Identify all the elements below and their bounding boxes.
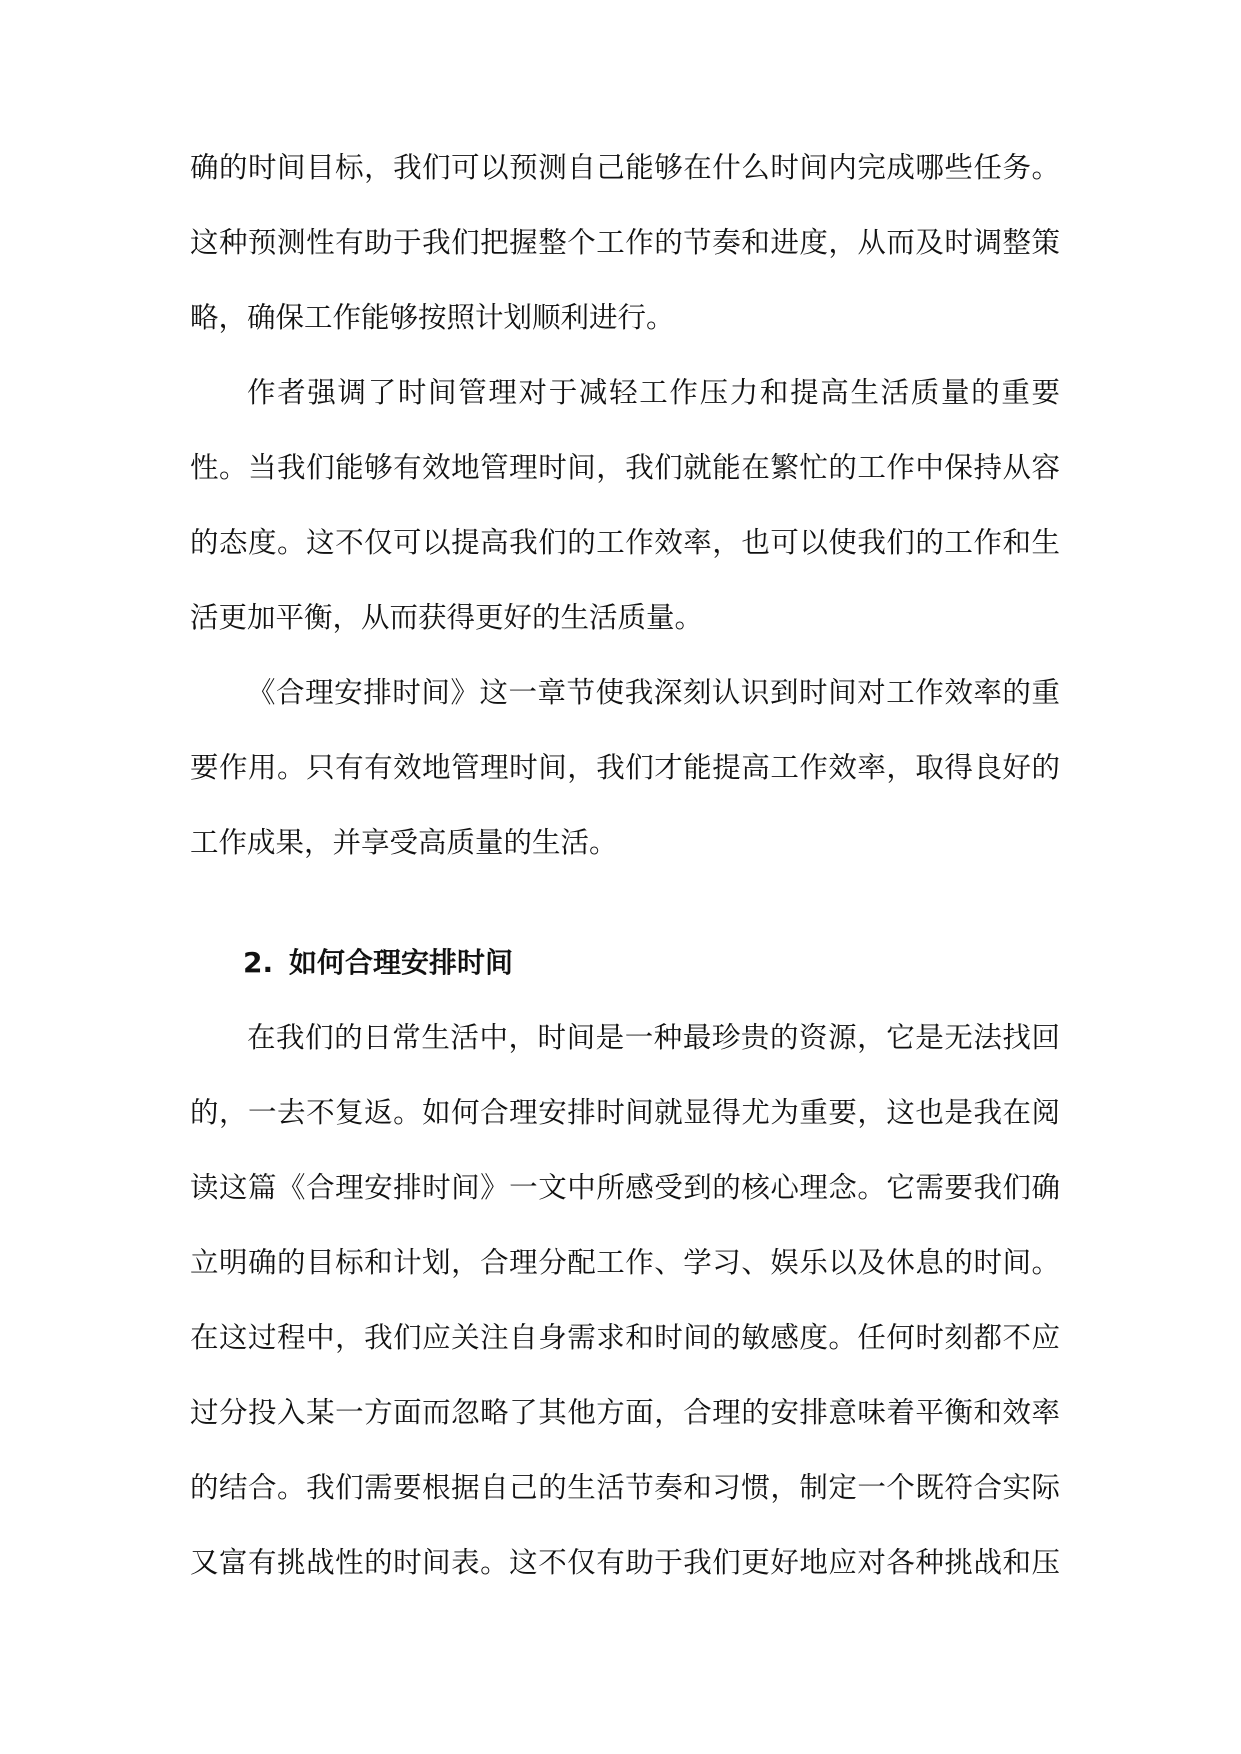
paragraph-line: 性。当我们能够有效地管理时间，我们就能在繁忙的工作中保持从容 <box>190 451 1060 484</box>
paragraph-line: 《合理安排时间》这一章节使我深刻认识到时间对工作效率的重 <box>247 676 1060 709</box>
paragraph-line: 作者强调了时间管理对于减轻工作压力和提高生活质量的重要 <box>247 376 1060 409</box>
paragraph-line: 立明确的目标和计划，合理分配工作、学习、娱乐以及休息的时间。 <box>190 1246 1060 1279</box>
paragraph-line: 要作用。只有有效地管理时间，我们才能提高工作效率，取得良好的 <box>190 751 1060 784</box>
paragraph-line: 在我们的日常生活中，时间是一种最珍贵的资源，它是无法找回 <box>247 1021 1060 1054</box>
section-title: 如何合理安排时间 <box>289 946 514 979</box>
paragraph-line: 的结合。我们需要根据自己的生活节奏和习惯，制定一个既符合实际 <box>190 1471 1060 1504</box>
paragraph-line: 略，确保工作能够按照计划顺利进行。 <box>190 301 675 334</box>
section-heading <box>243 943 513 983</box>
paragraph-line: 过分投入某一方面而忽略了其他方面，合理的安排意味着平衡和效率 <box>190 1396 1060 1429</box>
paragraph-line: 的，一去不复返。如何合理安排时间就显得尤为重要，这也是我在阅 <box>190 1096 1060 1129</box>
paragraph-line: 在这过程中，我们应关注自身需求和时间的敏感度。任何时刻都不应 <box>190 1321 1060 1354</box>
paragraph-line: 确的时间目标，我们可以预测自己能够在什么时间内完成哪些任务。 <box>190 151 1060 184</box>
section-number: 2. <box>243 946 274 979</box>
paragraph-line: 活更加平衡，从而获得更好的生活质量。 <box>190 601 704 634</box>
paragraph-line: 这种预测性有助于我们把握整个工作的节奏和进度，从而及时调整策 <box>190 226 1060 259</box>
paragraph-line: 读这篇《合理安排时间》一文中所感受到的核心理念。它需要我们确 <box>190 1171 1060 1204</box>
paragraph-line: 的态度。这不仅可以提高我们的工作效率，也可以使我们的工作和生 <box>190 526 1060 559</box>
paragraph-line: 又富有挑战性的时间表。这不仅有助于我们更好地应对各种挑战和压 <box>190 1546 1060 1579</box>
paragraph-line: 工作成果，并享受高质量的生活。 <box>190 826 618 859</box>
